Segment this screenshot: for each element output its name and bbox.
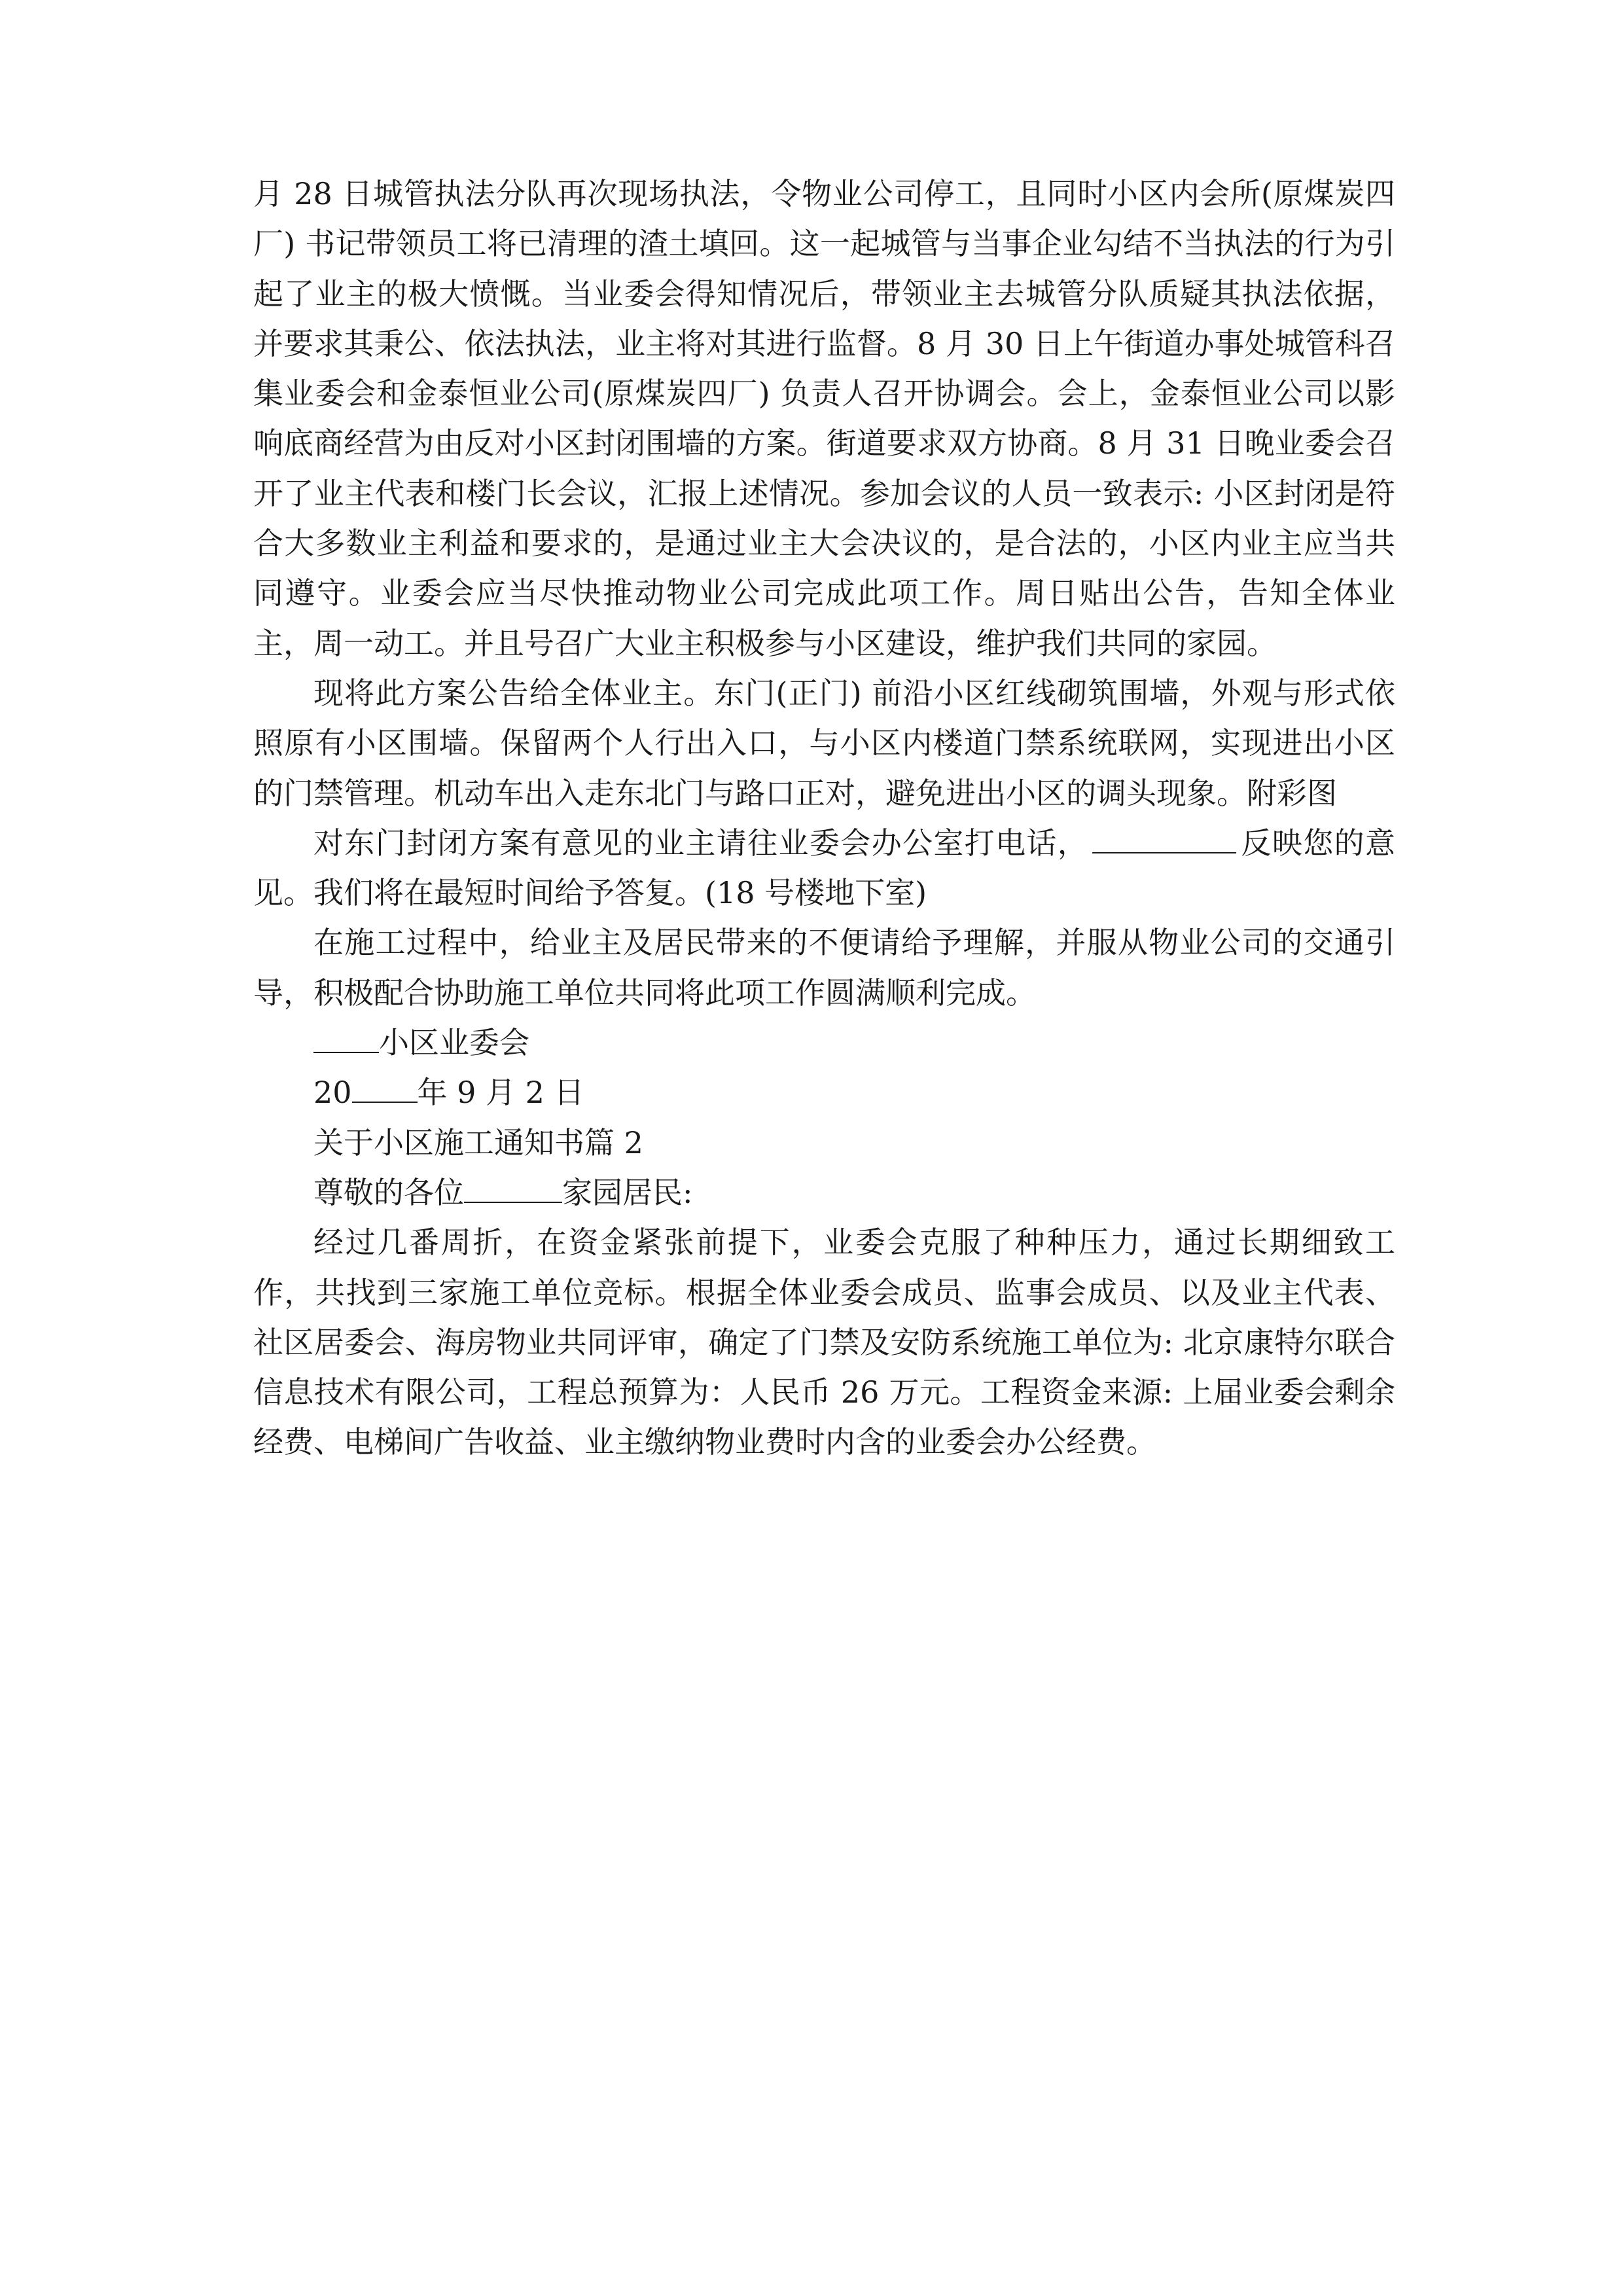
feedback-text-before: 对东门封闭方案有意见的业主请往业委会办公室打电话， <box>313 825 1089 861</box>
signature-line <box>253 1018 1395 1067</box>
community-name-blank <box>313 1022 379 1053</box>
salutation-after: 家园居民: <box>562 1174 693 1210</box>
salutation-line <box>253 1168 1395 1217</box>
estate-name-blank <box>464 1172 562 1203</box>
paragraph-wall-plan: 现将此方案公告给全体业主。东门(正门) 前沿小区红线砌筑围墙，外观与形式依照原有小区围墙。保留两个人行出入口，与小区内楼道门禁系统联网，实现进出小区的门禁管理。机动车出入走东北门与路口正对，避免进出小区的调头现象。附彩图 <box>253 675 1395 811</box>
date-prefix: 20 <box>313 1075 352 1111</box>
salutation-before: 尊敬的各位 <box>313 1174 464 1210</box>
paragraph-construction-notice: 在施工过程中，给业主及居民带来的不便请给予理解，并服从物业公司的交通引导，积极配合协助施工单位共同将此项工作圆满顺利完成。 <box>253 925 1395 1011</box>
paragraph-feedback <box>253 818 1395 918</box>
paragraph-bidding: 经过几番周折，在资金紧张前提下，业委会克服了种种压力，通过长期细致工作，共找到三家施工单位竞标。根据全体业委会成员、监事会成员、以及业主代表、社区居委会、海房物业共同评审，确定了门禁及安防系统施工单位为: 北京康特尔联合信息技术有限公司，工程总预算为：人民币 26 万元。工程资金来源: 上届业委会剩余经费、电梯间广告收益、业主缴纳物业费时内含的业委会办公经费。 <box>253 1225 1395 1460</box>
paragraph-continuation: 月 28 日城管执法分队再次现场执法，令物业公司停工，且同时小区内会所(原煤炭四厂) 书记带领员工将已清理的渣土填回。这一起城管与当事企业勾结不当执法的行为引起了业主的极大愤慨。当业委会得知情况后，带领业主去城管分队质疑其执法依据，并要求其秉公、依法执法，业主将对其进行监督。8 月 30 日上午街道办事处城管科召集业委会和金泰恒业公司(原煤炭四厂) 负责人召开协调会。会上，金泰恒业公司以影响底商经营为由反对小区封闭围墙的方案。街道要求双方协商。8 月 31 日晚业委会召开了业主代表和楼门长会议，汇报上述情况。参加会议的人员一致表示: 小区封闭是符合大多数业主利益和要求的，是通过业主大会决议的，是合法的，小区内业主应当共同遵守。业委会应当尽快推动物业公司完成此项工作。周日贴出公告，告知全体业主，周一动工。并且号召广大业主积极参与小区建设，维护我们共同的家园。 <box>253 176 1395 661</box>
signature-text: 小区业委会 <box>379 1025 529 1061</box>
phone-number-blank <box>1092 822 1236 853</box>
year-blank <box>352 1071 418 1103</box>
section-title: 关于小区施工通知书篇 2 <box>313 1124 643 1160</box>
date-suffix: 年 9 月 2 日 <box>417 1075 584 1111</box>
feedback-text-after: 反映您的意见。我们将在最短时间给予答复。(18 号楼地下室) <box>253 825 1396 911</box>
date-line <box>253 1067 1395 1117</box>
document-body <box>253 169 1395 1467</box>
